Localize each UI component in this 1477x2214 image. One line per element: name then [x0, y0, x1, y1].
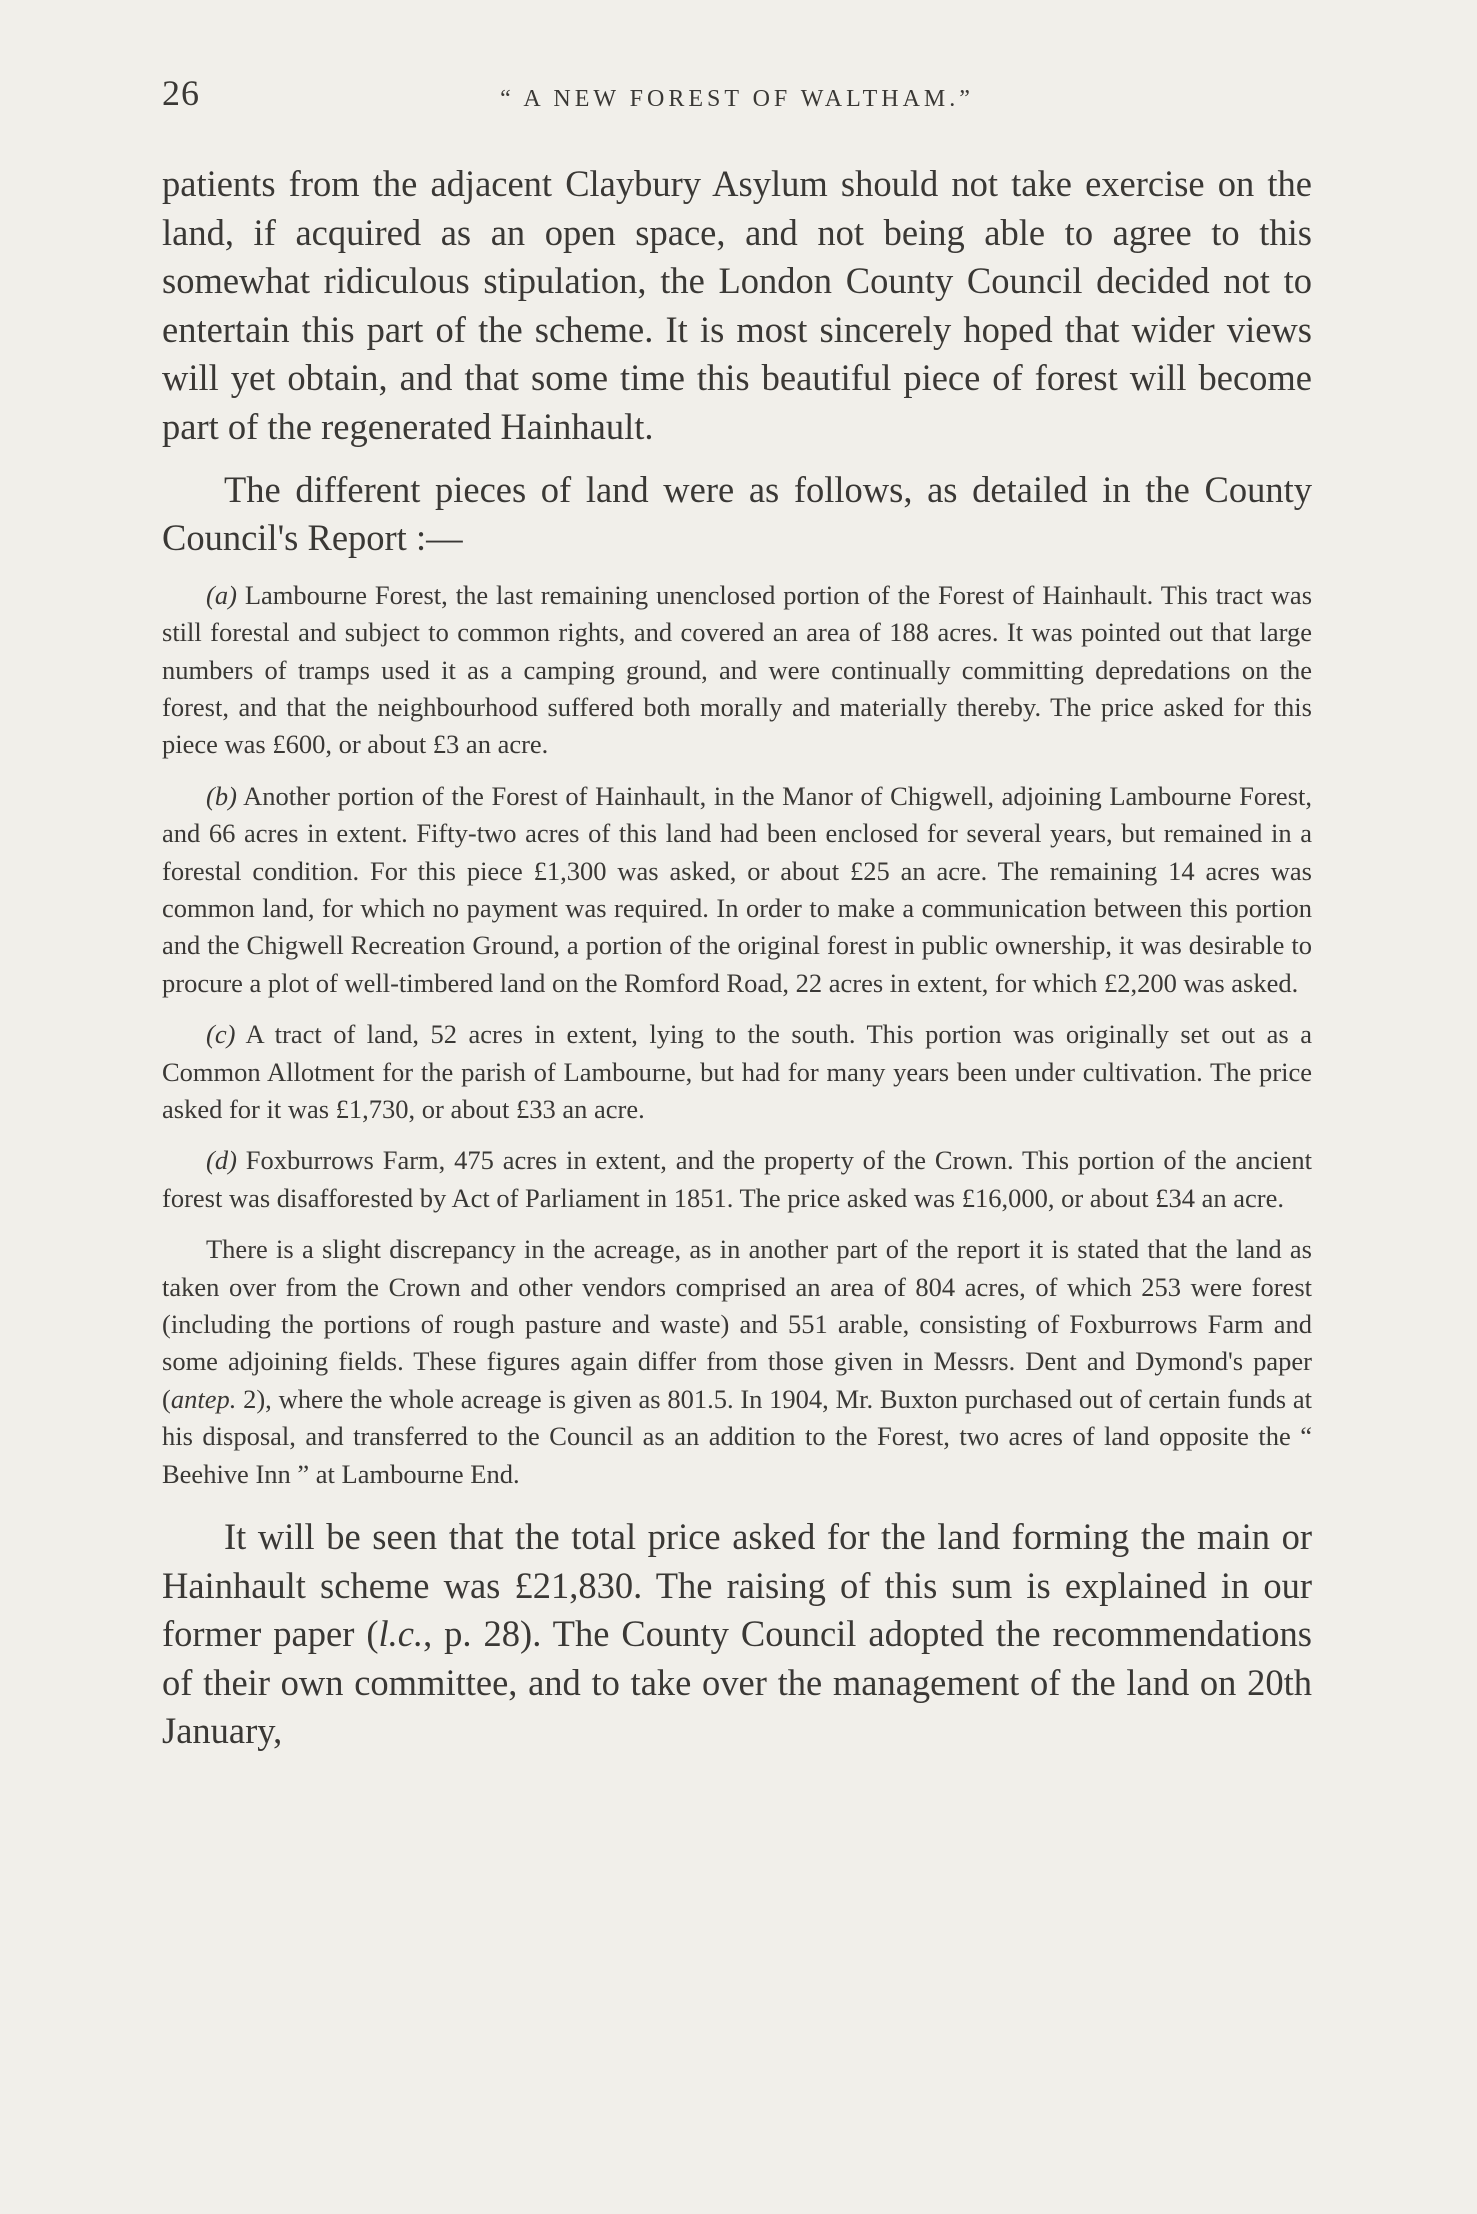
item-a-label: (a): [206, 579, 237, 610]
paragraph-pieces-intro: The different pieces of land were as follows, as detailed in the County Council's Report :—: [162, 468, 1312, 559]
item-a: [162, 577, 1312, 764]
antep-reference: antep.: [170, 1383, 237, 1414]
page-number: 26: [162, 73, 200, 113]
item-d: [162, 1142, 1312, 1217]
item-b-label: (b): [206, 780, 237, 811]
acreage-text-end: 2), where the whole acreage is given as 801.5. In 1904, Mr. Buxton purchased out of certain funds at his disposal, and transferred to the Council as an addition to the Forest, two acres of land opposite the “ Beehive Inn ” at Lambourne End.: [162, 1383, 1312, 1489]
lc-reference: l.c.: [378, 1613, 424, 1655]
running-title: “ A NEW FOREST OF WALTHAM.”: [500, 86, 974, 112]
page-header: [162, 72, 1312, 122]
item-d-label: (d): [206, 1145, 237, 1176]
total-price-text-start: It will be seen that the total price asked for the land forming the main or Hainhault scheme was £21,830. The raising of this sum is explained in our former paper (: [162, 1516, 1312, 1655]
item-a-text: Lambourne Forest, the last remaining unenclosed portion of the Forest of Hainhault. This tract was still forestal and subject to common rights, and covered an area of 188 acres. It was pointed out that large numbers of tramps used it as a camping ground, and were continually committing depredations on the forest, and that the neighbourhood suffered both morally and materially thereby. The price asked for this piece was £600, or about £3 an acre.: [162, 579, 1313, 760]
item-b: [162, 778, 1312, 1002]
item-d-text: Foxburrows Farm, 475 acres in extent, and the property of the Crown. This portion of the ancient forest was disafforested by Act of Parliament in 1851. The price asked was £16,000, or about £34 an acre.: [162, 1145, 1313, 1213]
total-price-text-end: , p. 28). The County Council adopted the recommendations of their own committee, and to take over the management of the land on 20th January,: [162, 1613, 1312, 1752]
page-body: [162, 160, 1312, 1756]
acreage-text-start: There is a slight discrepancy in the acreage, as in another part of the report it is stated that the land as taken over from the Crown and other vendors comprised an area of 804 acres, of which 253 were forest (including the portions of rough pasture and waste) and 551 arable, consisting of Foxburrows Farm and some adjoining fields. These figures again differ from those given in Messrs. Dent and Dymond's paper (: [162, 1234, 1312, 1414]
item-b-text: Another portion of the Forest of Hainhault, in the Manor of Chigwell, adjoining Lambourne Forest, and 66 acres in extent. Fifty-two acres of this land had been enclosed for several years, but remained in a forestal condition. For this piece £1,300 was asked, or about £25 an acre. The remaining 14 acres was common land, for which no payment was required. In order to make a communication between this portion and the Chigwell Recreation Ground, a portion of the original forest in public ownership, it was desirable to procure a plot of well-timbered land on the Romford Road, 22 acres in extent, for which £2,200 was asked.: [162, 780, 1312, 998]
item-c: [162, 1016, 1312, 1128]
item-c-text: A tract of land, 52 acres in extent, lying to the south. This portion was originally set out as a Common Allotment for the parish of Lambourne, but had for many years been under cultivation. The price asked for it was £1,730, or about £33 an acre.: [162, 1019, 1312, 1125]
item-c-label: (c): [206, 1019, 236, 1050]
paragraph-total-price: [162, 1513, 1312, 1756]
paragraph-continuation: patients from the adjacent Claybury Asylum should not take exercise on the land, if acquired as an open space, and not being able to agree to this somewhat ridiculous stipulation, the London County Council decided not to entertain this part of the scheme. It is most sincerely hoped that wider views will yet obtain, and that some time this beautiful piece of forest will become part of the regenerated Hainhault.: [162, 163, 1312, 447]
paragraph-acreage-discrepancy: [162, 1231, 1312, 1493]
